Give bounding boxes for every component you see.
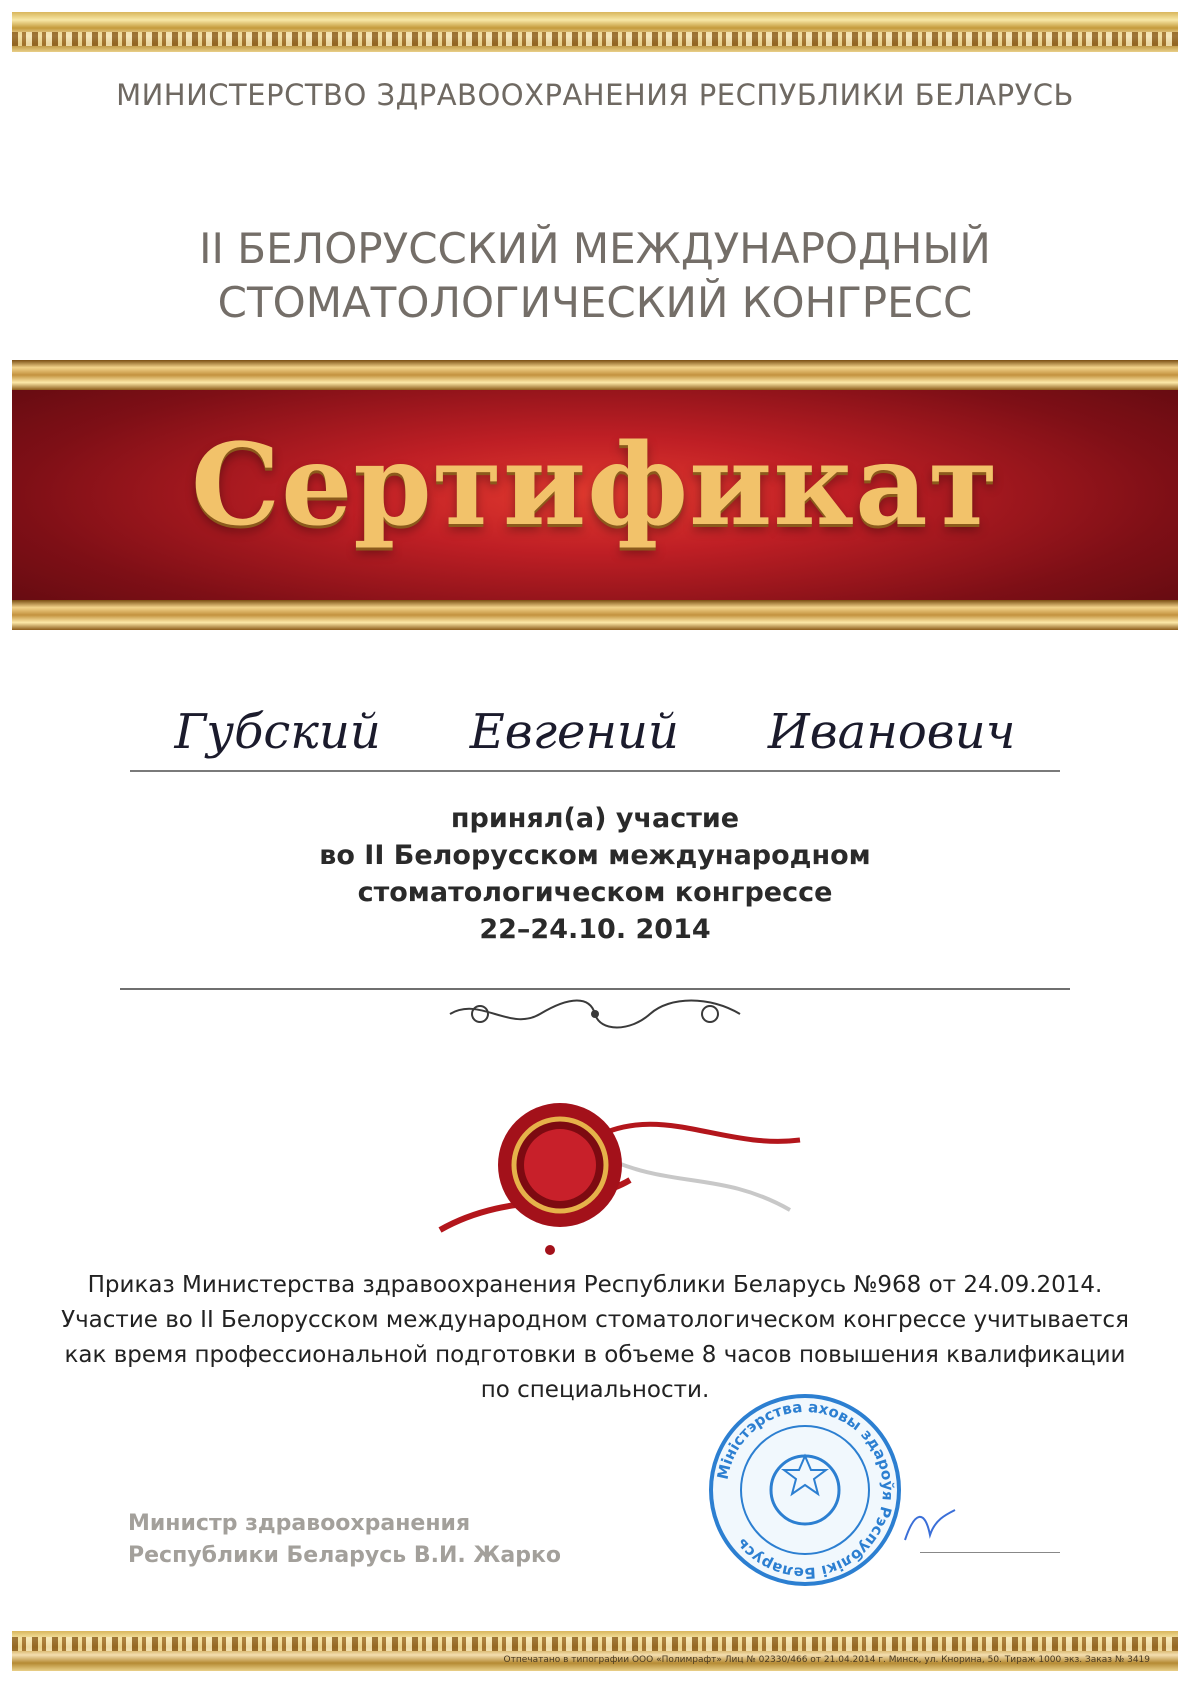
recipient-name bbox=[130, 700, 1060, 760]
ribbon-gold-bottom bbox=[12, 600, 1178, 630]
participation-line1: принял(а) участие bbox=[450, 803, 740, 834]
signatory-line2: Республики Беларусь В.И. Жарко bbox=[128, 1543, 561, 1568]
top-ornament-pattern bbox=[12, 32, 1178, 46]
signature-icon bbox=[900, 1500, 960, 1550]
section-divider bbox=[120, 988, 1070, 990]
certificate-title: Сертификат bbox=[190, 420, 1000, 551]
name-underline bbox=[130, 770, 1060, 772]
ribbon-gold-top bbox=[12, 360, 1178, 390]
signatory-block bbox=[128, 1508, 561, 1572]
top-ornament-border bbox=[12, 12, 1178, 52]
order-line1: Приказ Министерства здравоохранения Республики Беларусь №968 от 24.09.2014. bbox=[87, 1272, 1103, 1298]
participation-block bbox=[0, 800, 1190, 948]
participation-line2: во II Белорусском международном bbox=[319, 840, 871, 871]
recipient-patronymic: Иванович bbox=[767, 704, 1016, 760]
ministry-heading: МИНИСТЕРСТВО ЗДРАВООХРАНЕНИЯ РЕСПУБЛИКИ БЕЛАРУСЬ bbox=[116, 78, 1074, 112]
order-line4: по специальности. bbox=[480, 1377, 710, 1403]
signatory-line1: Министр здравоохранения bbox=[128, 1511, 471, 1536]
congress-title-line2: СТОМАТОЛОГИЧЕСКИЙ КОНГРЕСС bbox=[217, 278, 973, 327]
certificate-ribbon bbox=[12, 360, 1178, 630]
bottom-ornament-pattern bbox=[12, 1637, 1178, 1651]
order-line3: как время профессиональной подготовки в объеме 8 часов повышения квалификации bbox=[64, 1342, 1126, 1368]
participation-line3: стоматологическом конгрессе bbox=[357, 877, 833, 908]
recipient-last-name: Губский bbox=[174, 704, 381, 760]
congress-title bbox=[0, 222, 1190, 330]
print-note: Отпечатано в типографии ООО «Полимрафт» Лиц № 02330/466 от 21.04.2014 г. Минск, ул. Кнорина, 50. Тираж 1000 экз. Заказ № 3419 bbox=[503, 1655, 1150, 1665]
stamp-text: Міністэрства аховы здароўя Рэспублікі Беларусь bbox=[713, 1397, 898, 1583]
order-line2: Участие во II Белорусском международном стоматологическом конгрессе учитывается bbox=[61, 1307, 1129, 1333]
wax-seal-icon bbox=[420, 1080, 820, 1270]
recipient-first-name: Евгений bbox=[469, 704, 679, 760]
bottom-ornament-border bbox=[12, 1631, 1178, 1671]
participation-dates: 22–24.10. 2014 bbox=[479, 914, 711, 945]
signature-line bbox=[920, 1552, 1060, 1553]
flourish-ornament-icon bbox=[440, 996, 750, 1032]
official-stamp-icon bbox=[705, 1390, 905, 1590]
congress-title-line1: II БЕЛОРУССКИЙ МЕЖДУНАРОДНЫЙ bbox=[199, 224, 991, 273]
order-text bbox=[50, 1268, 1140, 1408]
